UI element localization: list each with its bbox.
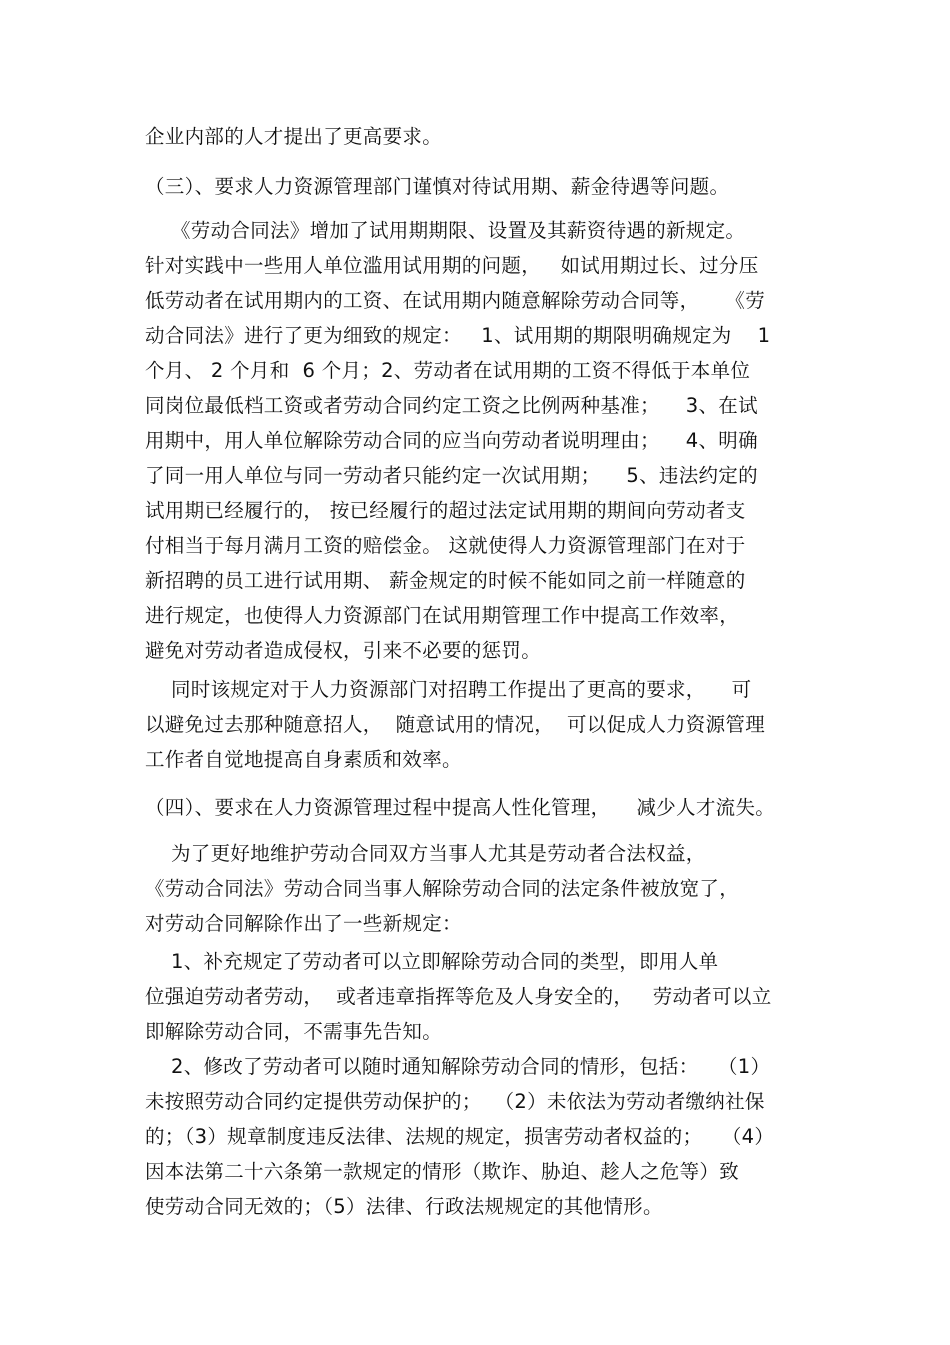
text-line: 同时该规定对于人力资源部门对招聘工作提出了更高的要求， 可 xyxy=(145,678,752,701)
text-line: 使劳动合同无效的；（5）法律、行政法规规定的其他情形。 xyxy=(145,1195,663,1218)
text-line: 企业内部的人才提出了更高要求。 xyxy=(145,125,443,148)
section-heading: （四）、要求在人力资源管理过程中提高人性化管理， 减少人才流失。 xyxy=(145,796,776,819)
text-line: 未按照劳动合同约定提供劳动保护的； （2）未依法为劳动者缴纳社保 xyxy=(145,1090,765,1113)
text-line: 对劳动合同解除作出了一些新规定： xyxy=(145,912,462,935)
section-heading: （三）、要求人力资源管理部门谨慎对待试用期、薪金待遇等问题。 xyxy=(145,175,730,198)
text-line: 1、补充规定了劳动者可以立即解除劳动合同的类型，即用人单 xyxy=(145,950,719,973)
text-line: 《劳动合同法》增加了试用期期限、设置及其薪资待遇的新规定。 xyxy=(145,219,746,242)
text-line: 即解除劳动合同，不需事先告知。 xyxy=(145,1020,443,1043)
text-line: 为了更好地维护劳动合同双方当事人尤其是劳动者合法权益， xyxy=(145,842,706,865)
text-line: 动合同法》进行了更为细致的规定： 1、试用期的期限明确规定为 1 xyxy=(145,324,771,347)
text-line: 付相当于每月满月工资的赔偿金。 这就使得人力资源管理部门在对于 xyxy=(145,534,746,557)
text-line: 个月、 2 个月和 6 个月；2、劳动者在试用期的工资不得低于本单位 xyxy=(145,359,751,382)
text-line: 新招聘的员工进行试用期、 薪金规定的时候不能如同之前一样随意的 xyxy=(145,569,746,592)
text-line: 同岗位最低档工资或者劳动合同约定工资之比例两种基准； 3、在试 xyxy=(145,394,758,417)
text-line: 位强迫劳动者劳动， 或者违章指挥等危及人身安全的， 劳动者可以立 xyxy=(145,985,772,1008)
text-line: 了同一用人单位与同一劳动者只能约定一次试用期； 5、违法约定的 xyxy=(145,464,758,487)
text-line: 用期中，用人单位解除劳动合同的应当向劳动者说明理由； 4、明确 xyxy=(145,429,758,452)
text-line: 的；（3）规章制度违反法律、法规的规定，损害劳动者权益的； （4） xyxy=(145,1125,775,1148)
text-line: 2、修改了劳动者可以随时通知解除劳动合同的情形，包括： （1） xyxy=(145,1055,771,1078)
text-line: 进行规定，也使得人力资源部门在试用期管理工作中提高工作效率， xyxy=(145,604,740,627)
text-line: 工作者自觉地提高自身素质和效率。 xyxy=(145,748,462,771)
text-line: 针对实践中一些用人单位滥用试用期的问题， 如试用期过长、过分压 xyxy=(145,254,759,277)
text-line: 避免对劳动者造成侵权，引来不必要的惩罚。 xyxy=(145,639,542,662)
text-line: 低劳动者在试用期内的工资、在试用期内随意解除劳动合同等， 《劳 xyxy=(145,289,765,312)
text-line: 以避免过去那种随意招人， 随意试用的情况， 可以促成人力资源管理 xyxy=(145,713,765,736)
text-line: 因本法第二十六条第一款规定的情形（欺诈、胁迫、趁人之危等）致 xyxy=(145,1160,740,1183)
text-line: 《劳动合同法》劳动合同当事人解除劳动合同的法定条件被放宽了， xyxy=(145,877,740,900)
text-line: 试用期已经履行的， 按已经履行的超过法定试用期的期间向劳动者支 xyxy=(145,499,746,522)
